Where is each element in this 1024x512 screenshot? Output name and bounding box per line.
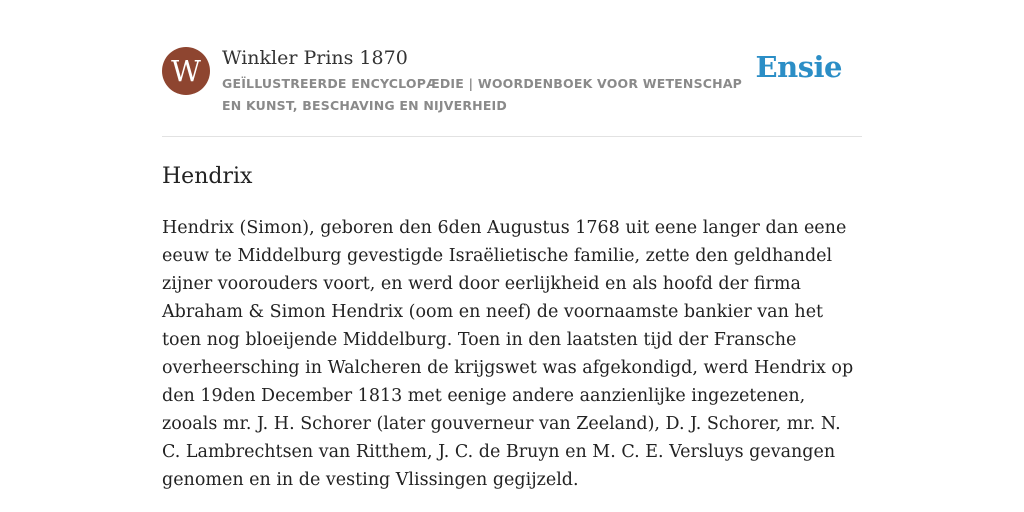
source-avatar[interactable]: W — [162, 47, 210, 95]
entry-body: Hendrix (Simon), geboren den 6den Augustus 1768 uit eene langer dan eene eeuw te Middelburg gevestigde Israëlietische familie, zette den geldhandel zijner voorouders voort, en werd door eerlijkheid en als hoofd der firma Abraham & Simon Hendrix (oom en neef) de voornaamste bankier van het toen nog bloeijende Middelburg. Toen in den laatsten tijd der Fransche overheersching in Walcheren de krijgswet was afgekondigd, werd Hendrix op den 19den December 1813 met eenige andere aanzienlijke ingezetenen, zooals mr. J. H. Schorer (later gouverneur van Zeeland), D. J. Schorer, mr. N. C. Lambrechtsen van Ritthem, J. C. de Bruyn en M. C. E. Versluys gevangen genomen en in de vesting Vlissingen gegijzeld. — [162, 218, 854, 490]
source-header — [162, 0, 862, 137]
page — [162, 0, 862, 494]
source-info — [222, 45, 762, 117]
ensie-logo[interactable]: Ensie — [755, 50, 842, 84]
entry-title: Hendrix — [162, 164, 253, 189]
source-subtitle: GEÏLLUSTREERDE ENCYCLOPÆDIE | WOORDENBOEK VOOR WETENSCHAP EN KUNST, BESCHAVING EN NIJVERHEID — [222, 76, 743, 113]
source-title[interactable]: Winkler Prins 1870 — [222, 47, 408, 69]
